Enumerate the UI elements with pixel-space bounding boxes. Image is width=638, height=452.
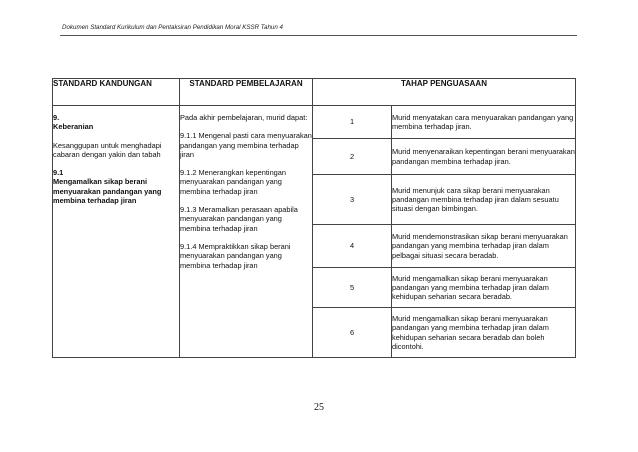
pembelajaran-item-3: 9.1.3 Meramalkan perasaan apabila menyuarakan pandangan yang membina terhadap jiran — [180, 205, 298, 233]
curriculum-table — [52, 78, 576, 358]
kandungan-sub-title: Mengamalkan sikap berani menyuarakan pandangan yang membina terhadap jiran — [53, 177, 162, 206]
pembelajaran-item-2: 9.1.2 Menerangkan kepentingan menyuarakan pandangan yang membina terhadap jiran — [180, 168, 287, 196]
tahap-level-2: 2 — [313, 139, 392, 175]
column-header-standard-pembelajaran: STANDARD PEMBELAJARAN — [180, 79, 313, 106]
kandungan-description: Kesanggupan untuk menghadapi cabaran dengan yakin dan tabah — [53, 140, 162, 159]
pembelajaran-intro: Pada akhir pembelajaran, murid dapat: — [180, 113, 308, 122]
tahap-level-5: 5 — [313, 268, 392, 308]
tahap-level-1: 1 — [313, 106, 392, 139]
pembelajaran-item-1: 9.1.1 Mengenal pasti cara menyuarakan pandangan yang membina terhadap jiran — [180, 131, 312, 159]
standard-pembelajaran-cell — [180, 106, 313, 358]
kandungan-number: 9. — [53, 113, 60, 122]
tahap-level-6: 6 — [313, 308, 392, 358]
tahap-description-6: Murid mengamalkan sikap berani menyuarakan pandangan yang membina terhadap jiran dalam kehidupan seharian secara beradab dan boleh dicontohi. — [392, 308, 576, 358]
tahap-level-3: 3 — [313, 175, 392, 225]
table-header-row — [53, 79, 576, 106]
tahap-description-3: Murid menunjuk cara sikap berani menyuarakan pandangan membina terhadap jiran dalam sesuatu situasi dengan bimbingan. — [392, 175, 576, 225]
tahap-description-1: Murid menyatakan cara menyuarakan pandangan yang membina terhadap jiran. — [392, 106, 576, 139]
header-divider — [60, 35, 577, 36]
page-number: 25 — [314, 402, 324, 413]
tahap-description-5: Murid mengamalkan sikap berani menyuarakan pandangan yang membina terhadap jiran dalam kehidupan seharian secara beradab. — [392, 268, 576, 308]
table-row — [53, 106, 576, 139]
document-header-title: Dokumen Standard Kurikulum dan Pentaksiran Pendidikan Moral KSSR Tahun 4 — [62, 24, 283, 31]
tahap-description-2: Murid menyenaraikan kepentingan berani menyuarakan pandangan membina terhadap jiran. — [392, 139, 576, 175]
tahap-description-4: Murid mendemonstrasikan sikap berani menyuarakan pandangan yang membina terhadap jiran dalam pelbagai situasi secara beradab. — [392, 225, 576, 268]
pembelajaran-item-4: 9.1.4 Mempraktikkan sikap berani menyuarakan pandangan yang membina terhadap jiran — [180, 241, 291, 270]
kandungan-title: Keberanian — [53, 122, 94, 132]
standard-kandungan-cell — [53, 106, 180, 358]
column-header-tahap-penguasaan: TAHAP PENGUASAAN — [313, 79, 576, 106]
column-header-standard-kandungan: STANDARD KANDUNGAN — [53, 79, 180, 106]
kandungan-sub-number: 9.1 — [53, 168, 64, 178]
tahap-level-4: 4 — [313, 225, 392, 268]
